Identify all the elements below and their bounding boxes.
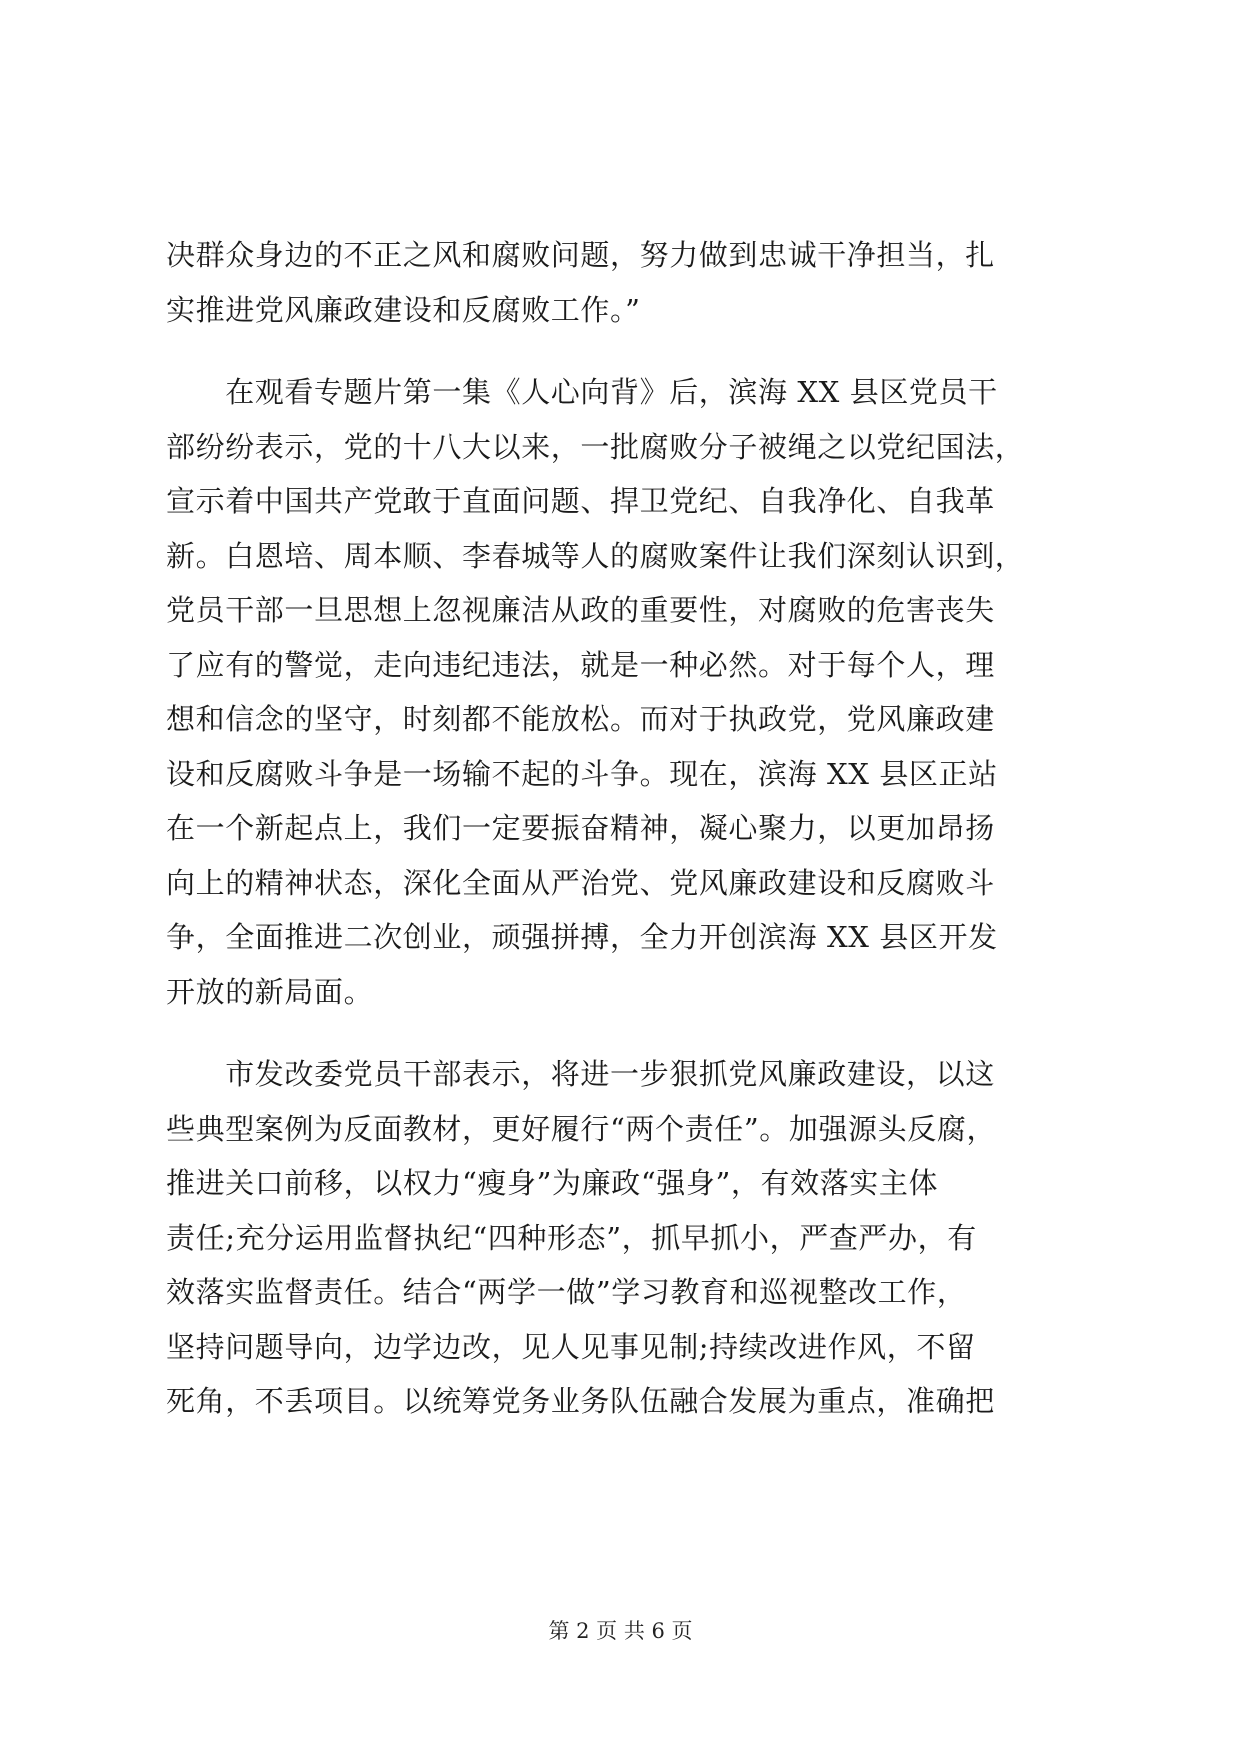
text-line: 责任;充分运用监督执纪“四种形态”，抓早抓小，严查严办，有 <box>166 1220 977 1255</box>
body-text <box>166 228 1076 1429</box>
page-footer <box>0 1615 1241 1645</box>
text-line: 党员干部一旦思想上忽视廉洁从政的重要性，对腐败的危害丧失 <box>166 593 995 627</box>
text-line: 开放的新局面。 <box>166 974 374 1009</box>
paragraph-2 <box>166 365 1076 1019</box>
text-line: 了应有的警觉，走向违纪违法，就是一种必然。对于每个人，理 <box>166 647 995 682</box>
text-line: 争，全面推进二次创业，顽强拼搏，全力开创滨海 XX 县区开发 <box>166 920 998 954</box>
text-line: 效落实监督责任。结合“两学一做”学习教育和巡视整改工作， <box>166 1275 967 1309</box>
text-line: 些典型案例为反面教材，更好履行“两个责任”。加强源头反腐， <box>166 1111 997 1146</box>
paragraph-1 <box>166 228 1076 337</box>
text-line: 决群众身边的不正之风和腐败问题，努力做到忠诚干净担当，扎 <box>166 238 995 272</box>
page-number-label: 第 2 页 共 6 页 <box>548 1619 693 1643</box>
text-line: 市发改委党员干部表示，将进一步狠抓党风廉政建设，以这 <box>166 1057 995 1091</box>
text-line: 新。白恩培、周本顺、李春城等人的腐败案件让我们深刻认识到， <box>166 538 1025 573</box>
text-line: 在一个新起点上，我们一定要振奋精神，凝心聚力，以更加昂扬 <box>166 811 995 845</box>
text-line: 设和反腐败斗争是一场输不起的斗争。现在，滨海 XX 县区正站 <box>166 756 998 791</box>
paragraph-3 <box>166 1047 1076 1429</box>
text-line: 推进关口前移，以权力“瘦身”为廉政“强身”，有效落实主体 <box>166 1166 939 1200</box>
text-line: 实推进党风廉政建设和反腐败工作。” <box>166 292 641 327</box>
text-line: 坚持问题导向，边学边改，见人见事见制;持续改进作风，不留 <box>166 1329 976 1364</box>
text-line: 死角，不丢项目。以统筹党务业务队伍融合发展为重点，准确把 <box>166 1384 995 1418</box>
text-line: 向上的精神状态，深化全面从严治党、党风廉政建设和反腐败斗 <box>166 865 995 900</box>
text-line: 宣示着中国共产党敢于直面问题、捍卫党纪、自我净化、自我革 <box>166 484 995 518</box>
text-line: 想和信念的坚守，时刻都不能放松。而对于执政党，党风廉政建 <box>166 702 995 736</box>
text-line: 在观看专题片第一集《人心向背》后，滨海 XX 县区党员干 <box>166 375 998 409</box>
text-line: 部纷纷表示，党的十八大以来，一批腐败分子被绳之以党纪国法， <box>166 429 1025 464</box>
